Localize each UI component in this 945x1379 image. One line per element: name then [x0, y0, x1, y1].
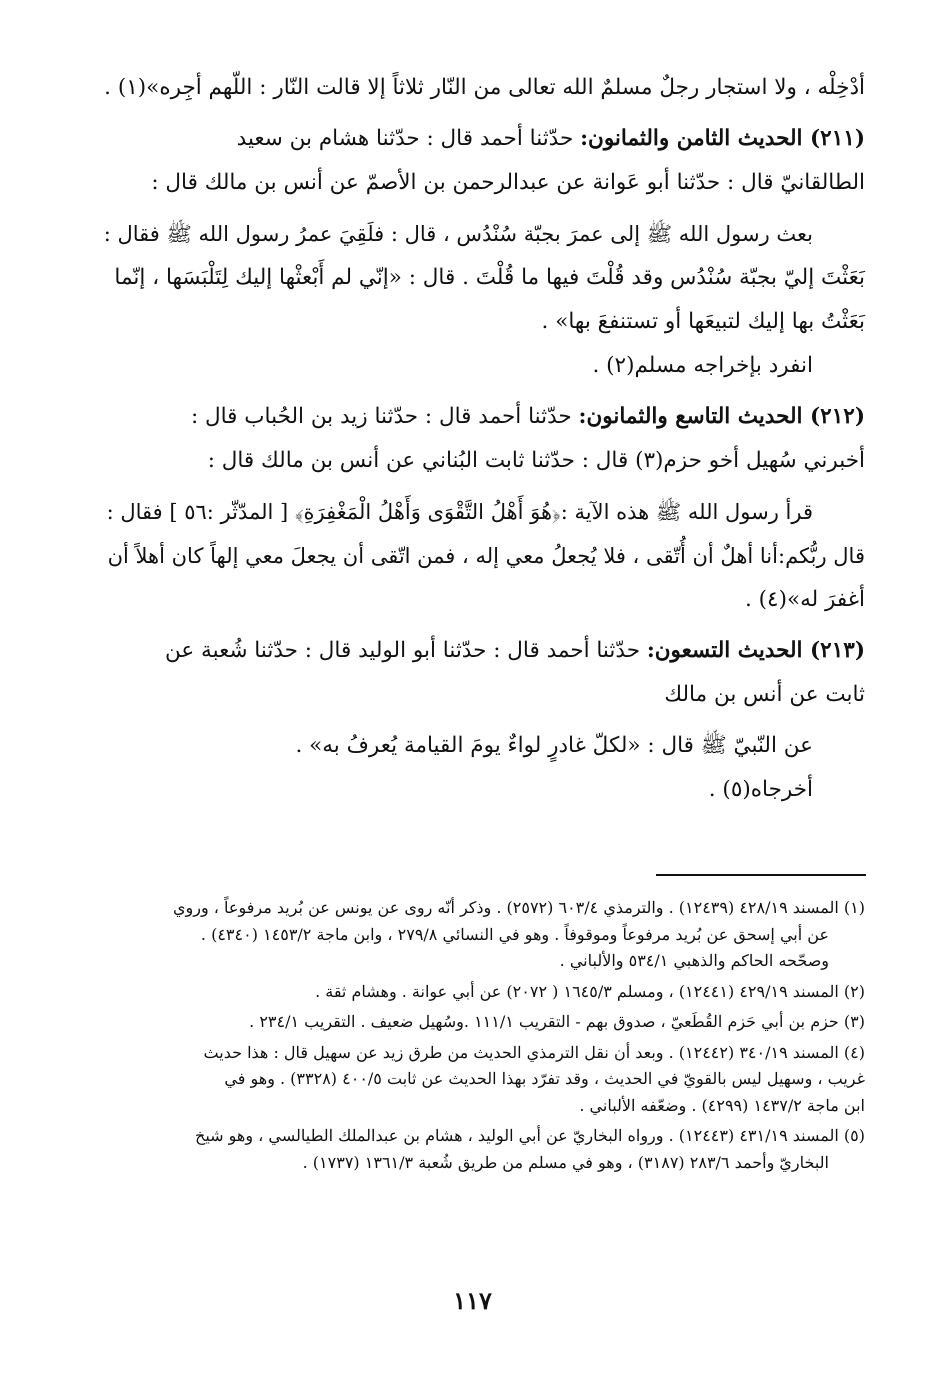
- text-line: [100, 117, 865, 161]
- footnote-5: [100, 1123, 865, 1176]
- hadith-heading: (٢١٢) الحديث التاسع والثمانون:: [578, 404, 865, 429]
- footnote-4: [100, 1040, 865, 1120]
- hadith-211-body: [100, 212, 865, 388]
- footnote-line: (١) المسند ٤٢٨/١٩ (١٢٤٣٩) . والترمذي ٦٠٣/٤ (٢٥٧٢) . وذكر أنّه روى عن يونس عن بُريد مرفوعاً ، وروي: [172, 898, 865, 917]
- main-text: [100, 66, 865, 819]
- footnote-line: عن أبي إسحق عن بُريد مرفوعاً وموقوفاً . وهو في النسائي ٢٧٩/٨ ، وابن ماجة ١٤٥٣/٢ (٤٣٤٠) .: [200, 924, 829, 944]
- footnote-line: (٤) المسند ٣٤٠/١٩ (١٢٤٤٢) . وبعد أن نقل الترمذي الحديث من طرق زيد عن سهيل قال : هذا حديث: [203, 1042, 865, 1062]
- isnad-text: حدّثنا أحمد قال : حدّثنا زيد بن الحُباب قال :: [190, 404, 579, 429]
- footnote-separator: [656, 874, 866, 876]
- hadith-heading: (٢١١) الحديث الثامن والثمانون:: [580, 126, 865, 151]
- text-line: بَعَثْتَ إليّ بجبّة سُنْدُس وقد قُلْتَ فيها ما قُلْتَ . قال : «إنّي لم أَبْعثْها إليك لِتَلْبَسَها ، إنّما: [114, 265, 865, 290]
- text-line: ثابت عن أنس بن مالك: [664, 682, 865, 707]
- footnote-line: غريب ، وسهيل ليس بالقويّ في الحديث ، وقد تفرّد بهذا الحديث عن ثابت ٤٠٠/٥ (٣٣٢٨) . وهو في: [224, 1069, 865, 1088]
- footnote-line: (٥) المسند ٤٣١/١٩ (١٢٤٤٣) . ورواه البخاريّ عن أبي الوليد ، هشام بن عبدالملك الطيالسي ، وهو شيخ: [195, 1126, 865, 1145]
- isnad-text: حدّثنا أحمد قال : حدّثنا أبو الوليد قال : حدّثنا شُعبة عن: [165, 638, 647, 663]
- footnote-3: [100, 1009, 865, 1036]
- text-line: [100, 629, 865, 673]
- page-number: ١١٧: [453, 1286, 492, 1315]
- hadith-212-header: [100, 395, 865, 483]
- text-line: قال ربُّكم:أنا أهلٌ أن أُتّقى ، فلا يُجعلُ معي إله ، فمن اتّقى أن يجعلَ معي إلهاً كان أهلاً أن: [107, 544, 865, 568]
- footnote-line: البخاريّ وأحمد ٢٨٣/٦ (٣١٨٧) ، وهو في مسلم من طريق شُعبة ١٣٦١/٣ (١٧٣٧) .: [302, 1152, 829, 1172]
- hadith-heading: (٢١٣) الحديث التسعون:: [646, 638, 865, 663]
- text-line: أخبرني سُهيل أخو حزم(٣) قال : حدّثنا ثابت البُناني عن أنس بن مالك قال :: [207, 448, 865, 473]
- text-line: عن النّبيّ ﷺ قال : «لكلّ غادرٍ لواءٌ يومَ القيامة يُعرفُ به» .: [295, 733, 813, 758]
- text-line: الطالقانيّ قال : حدّثنا أبو عَوانة عن عبدالرحمن بن الأصمّ عن أنس بن مالك قال :: [151, 170, 865, 195]
- hadith-211-header: [100, 117, 865, 205]
- text-line: [100, 395, 865, 439]
- footnote-line: ابن ماجة ١٤٣٧/٢ (٤٢٩٩) . وضعّفه الألباني .: [579, 1095, 865, 1115]
- hadith-213-body: [100, 724, 865, 812]
- footnote-line: (٢) المسند ٤٢٩/١٩ (١٢٤٤١) ، ومسلم ١٦٤٥/٣ ( ٢٠٧٢) عن أبي عوانة . وهشام ثقة .: [315, 981, 865, 1001]
- footnote-line: (٣) حزم بن أبي حَزم القُطَعيّ ، صدوق بهم - التقريب ١١١/١ .وسُهيل ضعيف . التقريب ٢٣٤/١ .: [249, 1012, 865, 1031]
- takhrij-note: أخرجاه(٥) .: [708, 777, 813, 802]
- text-line: بَعَثْتُ بها إليك لتبيعَها أو تستنفعَ بها» .: [541, 309, 865, 334]
- isnad-text: حدّثنا أحمد قال : حدّثنا هشام بن سعيد: [236, 126, 581, 151]
- footnote-line: وصحّحه الحاكم والذهبي ٥٣٤/١ والألباني .: [559, 951, 829, 970]
- hadith-213-header: [100, 629, 865, 717]
- takhrij-note: انفرد بإخراجه مسلم(٢) .: [592, 353, 813, 378]
- footnote-1: [100, 895, 865, 975]
- footnote-2: [100, 979, 865, 1006]
- intro-paragraph: [100, 66, 865, 110]
- text-line: قرأ رسول الله ﷺ هذه الآية :﴿هُوَ أَهْلُ التَّقْوَى وَأَهْلُ الْمَغْفِرَةِ﴾ [ المدّثّر :٥٦ ] فقال :: [106, 500, 813, 524]
- text-line: بعث رسول الله ﷺ إلى عمرَ بجبّة سُنْدُس ، قال : فلَقِيَ عمرُ رسول الله ﷺ فقال :: [103, 222, 813, 246]
- footnotes: [100, 895, 865, 1176]
- hadith-212-body: [100, 490, 865, 622]
- text-line: أغفرَ له»(٤) .: [744, 587, 865, 612]
- text-line: أدْخِلْه ، ولا استجار رجلٌ مسلمٌ الله تعالى من النّار ثلاثاً إلا قالت النّار : اللّهم أجِره»(١) .: [104, 75, 865, 100]
